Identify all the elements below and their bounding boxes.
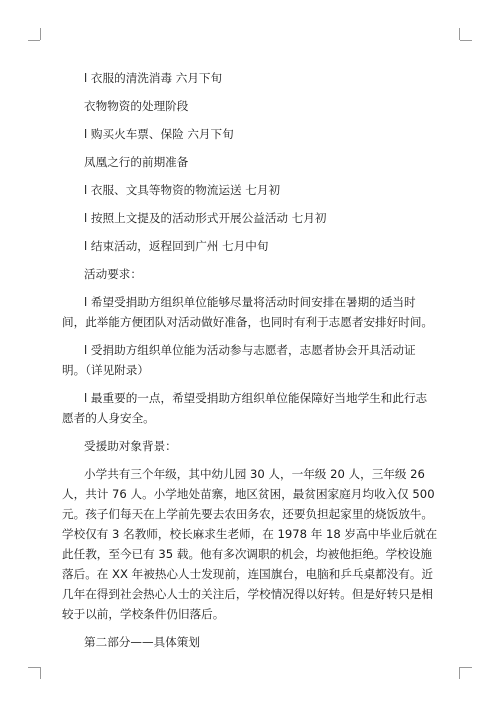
section-heading-part-two: 第二部分——具体策划 [84, 635, 200, 649]
crop-mark-bottom-left-vertical [40, 667, 41, 679]
crop-mark-bottom-right-vertical [459, 667, 460, 679]
requirement-item-safety: l 最重要的一点，希望受捐助方组织单位能保障好当地学生和此行志愿者的人身安全。 [62, 391, 428, 425]
section-heading-requirements: 活动要求： [84, 267, 142, 281]
crop-mark-top-left-vertical [40, 28, 41, 40]
crop-mark-bottom-left-horizontal [28, 667, 40, 668]
section-heading-clothing-processing: 衣物物资的处理阶段 [84, 99, 189, 113]
document-body [62, 68, 438, 660]
section-heading-background: 受援助对象背景： [84, 439, 177, 453]
schedule-item-tickets-insurance: l 购买火车票、保险 六月下旬 [84, 127, 234, 141]
requirement-item-timing: l 希望受捐助方组织单位能够尽量将活动时间安排在暑期的适当时间，此举能方便团队对活动做好准备，也同时有利于志愿者安排好时间。 [62, 295, 434, 329]
crop-mark-top-right-vertical [459, 28, 460, 40]
schedule-item-clothes-disinfection: l 衣服的清洗消毒 六月下旬 [84, 71, 223, 85]
schedule-item-logistics: l 衣服、文具等物资的物流运送 七月初 [84, 183, 281, 197]
schedule-item-charity-activity: l 按照上文提及的活动形式开展公益活动 七月初 [84, 211, 327, 225]
crop-mark-top-left-horizontal [28, 40, 40, 41]
crop-mark-bottom-right-horizontal [460, 667, 472, 668]
requirement-item-certificate: l 受捐助方组织单位能为活动参与志愿者，志愿者协会开具活动证明。（详见附录） [62, 343, 416, 377]
section-heading-fenghuang-preparation: 凤凰之行的前期准备 [84, 155, 189, 169]
schedule-item-return: l 结束活动，返程回到广州 七月中旬 [84, 239, 269, 253]
background-paragraph: 小学共有三个年级，其中幼儿园 30 人，一年级 20 人，三年级 26 人，共计 76 人。小学地处苗寨，地区贫困，最贫困家庭月均收入仅 500 元。孩子们每天在上学前先要去农田务农，还要负担起家里的烧饭放牛。学校仅有 3 名教师，校长麻求生老师，在 1978 年 18 岁高中毕业后就在此任教，至今已有 35 载。他有多次调职的机会，均被他拒绝。学校设施落后。在 XX 年被热心人士发现前，连国旗台，电脑和乒乓桌都没有。近几年在得到社会热心人士的关注后，学校情况得以好转。但是好转只是相较于以前，学校条件仍旧落后。 [62, 467, 438, 621]
crop-mark-top-right-horizontal [460, 40, 472, 41]
